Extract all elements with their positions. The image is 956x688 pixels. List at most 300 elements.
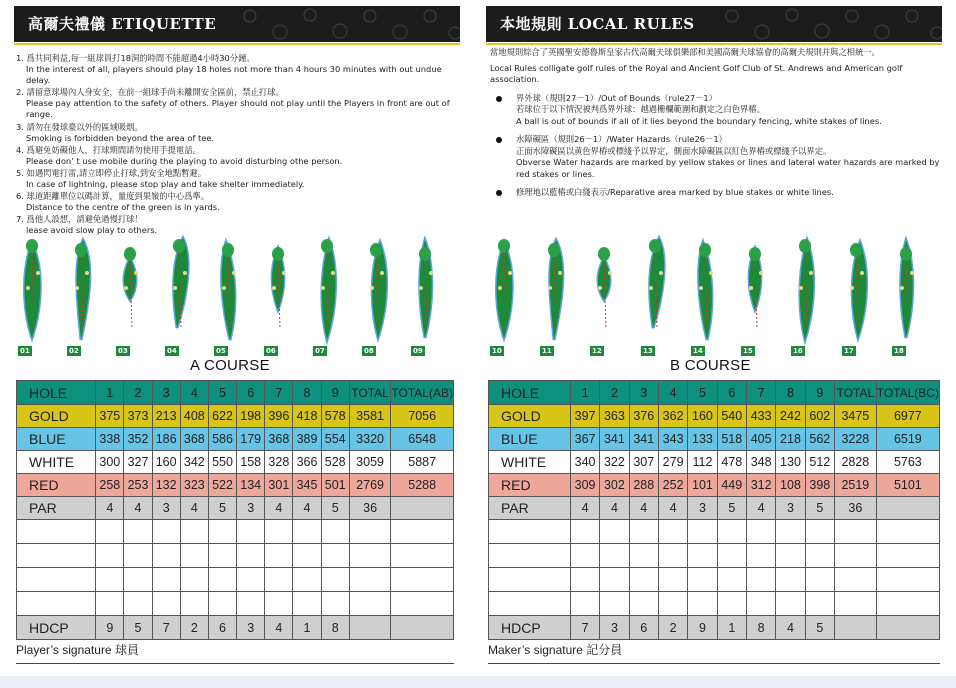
score-entry-cell[interactable] [349,568,391,592]
header-cell: TOTAL(AB) [391,381,454,405]
score-cell: 5 [805,497,834,520]
score-cell: 309 [570,474,599,497]
score-cell: 5887 [391,451,454,474]
score-entry-cell[interactable] [717,592,746,616]
score-cell: 512 [805,451,834,474]
score-cell: 322 [600,451,629,474]
score-entry-cell[interactable] [391,544,454,568]
score-cell: 375 [96,405,124,428]
local-rule-item [490,187,942,199]
hdcp-cell: 1 [717,616,746,640]
hole-number: 03 [118,347,128,355]
hole-maps-b [490,228,942,356]
header-cell: 5 [688,381,717,405]
score-entry-cell[interactable] [570,592,599,616]
row-label: WHITE [489,451,571,474]
row-label: BLUE [489,428,571,451]
hdcp-row [17,616,454,640]
score-entry-cell[interactable] [237,544,265,568]
score-entry-cell[interactable] [629,568,658,592]
hole-number: 17 [844,347,854,355]
score-entry-cell[interactable] [600,568,629,592]
course-title-a: A COURSE [190,357,270,374]
score-entry-cell[interactable] [776,520,805,544]
hole-map [641,228,691,356]
tee-row [489,428,940,451]
score-entry-cell[interactable] [746,568,775,592]
hdcp-cell [391,616,454,640]
row-label: GOLD [17,405,96,428]
header-cell: 5 [208,381,236,405]
header-cell: 6 [717,381,746,405]
score-cell: 198 [237,405,265,428]
score-cell: 5763 [876,451,939,474]
score-cell: 345 [293,474,321,497]
score-entry-cell[interactable] [658,592,687,616]
score-cell: 160 [152,451,180,474]
score-entry-cell[interactable] [124,520,152,544]
score-cell: 343 [658,428,687,451]
hole-map [214,228,263,356]
score-cell: 550 [208,451,236,474]
header-cell: 2 [124,381,152,405]
local-rules-banner [486,6,942,42]
score-cell: 242 [776,405,805,428]
etiquette-banner [14,6,460,42]
score-cell: 2519 [835,474,877,497]
score-entry-cell[interactable] [391,520,454,544]
hdcp-cell: 4 [776,616,805,640]
tee-row [17,497,454,520]
score-entry-cell[interactable] [717,568,746,592]
score-cell: 133 [688,428,717,451]
score-cell: 4 [265,497,293,520]
header-cell: HOLE [17,381,96,405]
fairway-drawing [590,228,626,346]
bottom-band [0,676,956,688]
score-entry-cell[interactable] [658,520,687,544]
score-entry-cell[interactable] [658,544,687,568]
rule-en: lease avoid slow play to others. [26,225,158,236]
player-signature-label: Player’s signature 球員 [16,643,139,657]
score-cell: 368 [265,428,293,451]
score-cell: 328 [265,451,293,474]
score-entry-cell[interactable] [600,592,629,616]
player-signature-line[interactable] [16,663,454,664]
hdcp-cell: 3 [237,616,265,640]
score-entry-cell[interactable] [876,568,939,592]
score-entry-cell[interactable] [746,592,775,616]
score-entry-cell[interactable] [776,592,805,616]
hdcp-cell: 9 [688,616,717,640]
rule-cn: 2. 請留意球場內人身安全，在前一組球手尚未離開安全區前，禁止打球。 [16,87,284,98]
score-cell: 2828 [835,451,877,474]
score-cell: 252 [658,474,687,497]
score-entry-row[interactable] [489,520,940,544]
score-entry-cell[interactable] [805,520,834,544]
score-entry-cell[interactable] [237,592,265,616]
hole-map [67,228,116,356]
score-entry-cell[interactable] [208,592,236,616]
local-rule-line: Obverse Water hazards are marked by yellow stakes or lines and lateral water hazards are marked by red stakes or lines. [516,157,940,179]
score-cell: 4 [570,497,599,520]
local-rule-title: 水障礙區（規則26－1）/Water Hazards（rule26－1） [516,134,727,144]
score-entry-cell[interactable] [321,544,349,568]
hole-number: 14 [693,347,703,355]
score-cell: 160 [688,405,717,428]
score-entry-cell[interactable] [152,544,180,568]
score-entry-cell[interactable] [805,592,834,616]
score-entry-cell[interactable] [293,592,321,616]
course-title-b: B COURSE [670,357,751,374]
score-entry-cell[interactable] [391,592,454,616]
score-entry-cell[interactable] [265,544,293,568]
score-entry-cell[interactable] [835,592,877,616]
header-cell: 2 [600,381,629,405]
hdcp-cell: 1 [293,616,321,640]
score-cell: 5 [321,497,349,520]
local-rules-title: 本地規則 LOCAL RULES [500,15,695,33]
score-entry-cell[interactable] [600,544,629,568]
score-cell: 101 [688,474,717,497]
score-cell: 405 [746,428,775,451]
score-entry-row[interactable] [489,544,940,568]
hole-map [842,228,892,356]
header-cell: 3 [629,381,658,405]
hole-number: 02 [69,347,79,355]
score-entry-cell[interactable] [658,568,687,592]
hdcp-cell [349,616,391,640]
header-cell: 1 [96,381,124,405]
score-cell: 279 [658,451,687,474]
fairway-drawing [411,228,447,346]
fairway-drawing [214,228,250,346]
hdcp-cell: 8 [746,616,775,640]
score-cell: 433 [746,405,775,428]
header-cell: 4 [658,381,687,405]
score-entry-row[interactable] [17,544,454,568]
fairway-drawing [116,228,152,346]
score-entry-cell[interactable] [349,592,391,616]
hole-number: 10 [492,347,502,355]
score-cell: 132 [152,474,180,497]
hole-number: 15 [743,347,753,355]
score-entry-cell[interactable] [570,520,599,544]
score-cell: 218 [776,428,805,451]
score-cell: 307 [629,451,658,474]
score-entry-cell[interactable] [688,568,717,592]
score-entry-cell[interactable] [835,568,877,592]
score-entry-cell[interactable] [124,544,152,568]
hole-number: 04 [167,347,177,355]
score-entry-cell[interactable] [265,520,293,544]
hdcp-cell: 2 [658,616,687,640]
score-cell: 540 [717,405,746,428]
score-cell: 3320 [349,428,391,451]
score-entry-cell[interactable] [717,544,746,568]
score-entry-cell[interactable] [876,520,939,544]
hole-map [540,228,590,356]
header-cell: 8 [293,381,321,405]
score-cell: 4 [658,497,687,520]
score-cell: 4 [629,497,658,520]
header-cell: 4 [180,381,208,405]
score-cell: 36 [349,497,391,520]
score-entry-cell[interactable] [688,592,717,616]
fairway-drawing [18,228,54,346]
hole-map [411,228,460,356]
etiquette-title: 高爾夫禮儀 ETIQUETTE [28,15,217,33]
rule-en: Please don’ t use mobile during the playing to avoid disturbing othe person. [26,155,343,166]
score-entry-row[interactable] [17,520,454,544]
hdcp-cell: 7 [570,616,599,640]
fairway-drawing [691,228,727,346]
score-cell: 213 [152,405,180,428]
hole-map [691,228,741,356]
score-cell: 366 [293,451,321,474]
hole-number: 11 [542,347,552,355]
score-entry-cell[interactable] [349,520,391,544]
score-cell: 130 [776,451,805,474]
score-entry-cell[interactable] [776,544,805,568]
rule-cn: 4. 爲避免妨礙他人，打球期間請勿使用手提電話。 [16,144,201,155]
score-cell [876,497,939,520]
score-cell: 253 [124,474,152,497]
hdcp-cell: 5 [124,616,152,640]
score-entry-cell[interactable] [489,568,571,592]
score-cell: 258 [96,474,124,497]
score-cell: 3 [152,497,180,520]
hole-number: 18 [894,347,904,355]
score-entry-cell[interactable] [321,592,349,616]
score-entry-cell[interactable] [208,520,236,544]
rule-cn: 5. 如遇閃電打雷,請立即停止打球,到安全地點暫避。 [16,167,207,178]
score-entry-cell[interactable] [293,544,321,568]
score-cell: 3 [688,497,717,520]
score-entry-cell[interactable] [17,544,96,568]
fairway-drawing [641,228,677,346]
hole-number: 06 [266,347,276,355]
score-entry-cell[interactable] [180,568,208,592]
score-cell [391,497,454,520]
score-entry-cell[interactable] [776,568,805,592]
score-entry-cell[interactable] [629,544,658,568]
score-entry-cell[interactable] [746,520,775,544]
hdcp-row [489,616,940,640]
row-label: WHITE [17,451,96,474]
hole-map [362,228,411,356]
local-rule-title: 修理地以藍樁或白綫表示/Reparative area marked by blue stakes or white lines. [516,187,834,197]
hdcp-cell [835,616,877,640]
score-entry-cell[interactable] [717,520,746,544]
score-entry-cell[interactable] [237,568,265,592]
score-entry-cell[interactable] [152,520,180,544]
score-entry-row[interactable] [489,568,940,592]
score-cell: 4 [293,497,321,520]
row-label: PAR [489,497,571,520]
rule-cn: 7. 爲他人設想，請避免過慢打球！ [16,214,143,225]
bullet-icon [496,190,502,196]
banner-underline [486,43,942,45]
score-entry-row[interactable] [17,592,454,616]
row-label: BLUE [17,428,96,451]
score-entry-cell[interactable] [835,544,877,568]
intro-en: Local Rules colligate golf rules of the Royal and Ancient Golf Club of St. Andrews and American golf association. [490,62,903,84]
score-entry-cell[interactable] [124,568,152,592]
score-cell: 522 [208,474,236,497]
score-cell: 3059 [349,451,391,474]
score-cell: 112 [688,451,717,474]
score-entry-cell[interactable] [629,520,658,544]
score-cell: 376 [629,405,658,428]
hole-map [892,228,942,356]
score-entry-cell[interactable] [180,520,208,544]
score-entry-cell[interactable] [391,568,454,592]
score-cell: 327 [124,451,152,474]
score-cell: 368 [180,428,208,451]
score-entry-cell[interactable] [876,544,939,568]
rule-en: In the interest of all, players should play 18 holes not more than 4 hours 30 minutes with out undue delay. [26,64,442,86]
score-cell: 554 [321,428,349,451]
score-cell: 341 [600,428,629,451]
rule-cn: 1. 爲共同利益,每一組球員打18洞的時間不能超過4小時30分鐘。 [16,53,255,63]
scorecard-a [16,380,454,640]
hole-number: 05 [216,347,226,355]
score-entry-cell[interactable] [96,592,124,616]
score-entry-cell[interactable] [180,544,208,568]
tee-row [17,451,454,474]
hdcp-cell: 6 [629,616,658,640]
score-entry-cell[interactable] [152,592,180,616]
fairway-drawing [741,228,777,346]
score-entry-cell[interactable] [629,592,658,616]
score-cell: 501 [321,474,349,497]
score-entry-cell[interactable] [321,520,349,544]
score-cell: 367 [570,428,599,451]
score-entry-cell[interactable] [876,592,939,616]
score-entry-row[interactable] [489,592,940,616]
score-entry-cell[interactable] [688,520,717,544]
score-entry-cell[interactable] [835,520,877,544]
score-entry-cell[interactable] [17,520,96,544]
score-cell: 340 [570,451,599,474]
maker-signature-label: Maker’s signature 記分員 [488,643,623,657]
score-entry-cell[interactable] [293,520,321,544]
score-entry-cell[interactable] [96,568,124,592]
score-entry-row[interactable] [17,568,454,592]
fairway-drawing [67,228,103,346]
hole-map [313,228,362,356]
score-cell: 602 [805,405,834,428]
rule-en: Smoking is forbidden beyond the area of tee. [26,132,215,143]
score-entry-cell[interactable] [265,568,293,592]
score-entry-cell[interactable] [349,544,391,568]
etiquette-panel [0,0,470,688]
score-entry-cell[interactable] [321,568,349,592]
score-entry-cell[interactable] [570,544,599,568]
score-entry-cell[interactable] [746,544,775,568]
score-cell: 342 [180,451,208,474]
score-entry-cell[interactable] [208,544,236,568]
score-entry-cell[interactable] [489,592,571,616]
score-entry-cell[interactable] [96,544,124,568]
score-cell: 6977 [876,405,939,428]
score-cell: 7056 [391,405,454,428]
local-rule-line: A ball is out of bounds if all of it lies beyond the boundary fencing, white stakes of lines. [516,115,882,126]
hole-maps-a [18,228,460,356]
score-cell: 338 [96,428,124,451]
local-rules-text [490,47,942,199]
score-entry-cell[interactable] [805,568,834,592]
score-entry-cell[interactable] [17,592,96,616]
hdcp-cell: 7 [152,616,180,640]
score-entry-cell[interactable] [489,520,571,544]
score-entry-cell[interactable] [293,568,321,592]
etiquette-rule [16,53,466,86]
row-label: PAR [17,497,96,520]
score-cell: 36 [835,497,877,520]
header-row [489,381,940,405]
score-entry-cell[interactable] [237,520,265,544]
tee-row [489,451,940,474]
score-cell: 186 [152,428,180,451]
score-entry-cell[interactable] [124,592,152,616]
score-cell: 5 [208,497,236,520]
hdcp-cell: 2 [180,616,208,640]
score-cell: 323 [180,474,208,497]
hdcp-cell: 3 [600,616,629,640]
score-entry-cell[interactable] [805,544,834,568]
maker-signature-line[interactable] [488,663,940,664]
score-cell: 352 [124,428,152,451]
score-entry-cell[interactable] [570,568,599,592]
score-cell: 6548 [391,428,454,451]
score-entry-cell[interactable] [96,520,124,544]
score-entry-cell[interactable] [265,592,293,616]
score-entry-cell[interactable] [152,568,180,592]
score-cell: 5288 [391,474,454,497]
score-cell: 341 [629,428,658,451]
score-entry-cell[interactable] [208,568,236,592]
score-entry-cell[interactable] [688,544,717,568]
hole-number: 09 [413,347,423,355]
score-cell: 578 [321,405,349,428]
header-cell: TOTAL [835,381,877,405]
score-entry-cell[interactable] [489,544,571,568]
fairway-drawing [490,228,526,346]
score-cell: 373 [124,405,152,428]
score-entry-cell[interactable] [17,568,96,592]
bullet-icon [496,96,502,102]
header-cell: TOTAL [349,381,391,405]
rule-en: Distance to the centre of the green is in yards. [26,202,220,213]
score-cell: 362 [658,405,687,428]
banner-underline [14,43,460,45]
header-cell: 8 [776,381,805,405]
hdcp-cell: 6 [208,616,236,640]
score-entry-cell[interactable] [180,592,208,616]
etiquette-rule [16,145,466,167]
score-entry-cell[interactable] [600,520,629,544]
rule-en: Please pay attention to the safety of others. Player should not play until the Players in front are out of range. [26,98,450,120]
score-cell: 2769 [349,474,391,497]
row-label: RED [17,474,96,497]
header-cell: 3 [152,381,180,405]
hdcp-cell: 5 [805,616,834,640]
local-rule-item [490,134,942,180]
tee-row [17,405,454,428]
tee-row [17,428,454,451]
